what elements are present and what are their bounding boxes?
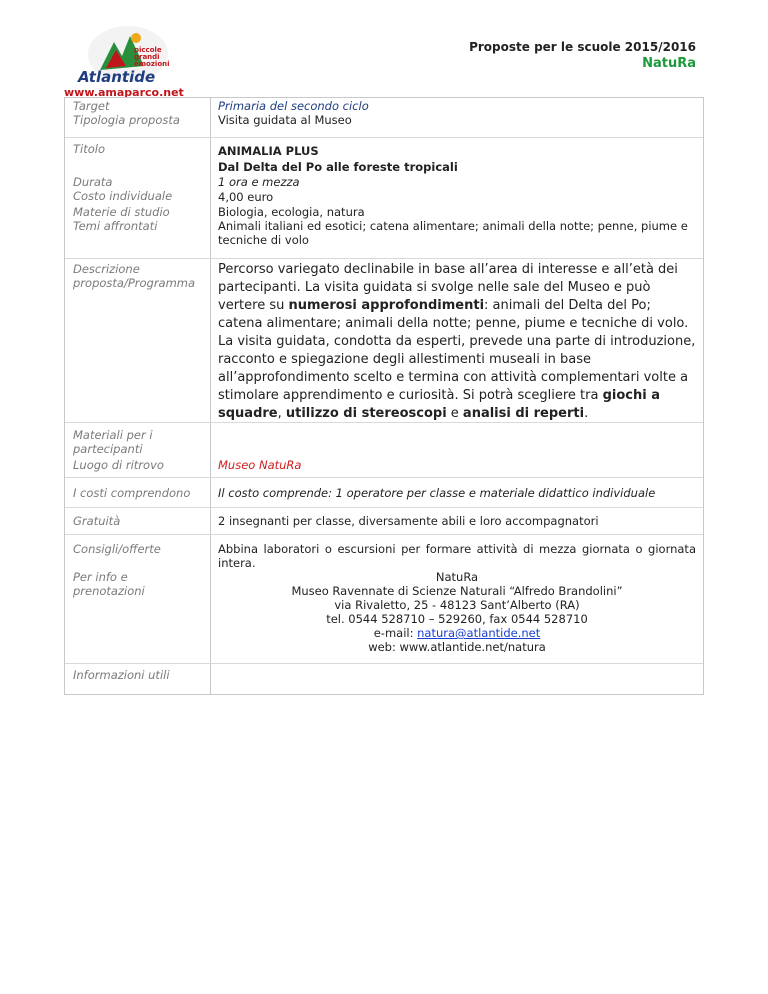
row-divider bbox=[65, 477, 703, 478]
value-info bbox=[218, 570, 696, 654]
value-luogo: Museo NatuRa bbox=[218, 458, 302, 472]
label-gratuita: Gratuità bbox=[73, 514, 121, 528]
column-divider bbox=[210, 98, 211, 694]
label-target: Target bbox=[73, 99, 110, 113]
value-materie: Biologia, ecologia, natura bbox=[218, 205, 365, 219]
value-descrizione bbox=[218, 261, 696, 423]
value-gratuita: 2 insegnanti per classe, diversamente abili e loro accompagnatori bbox=[218, 514, 599, 528]
descrizione-paragraph-1: Percorso variegato declinabile in base all’area di interesse e all’età dei partecipanti. La visita guidata si svolge nelle sale del Museo e può vertere su numerosi approfondimenti: animali del Delta del Po; catena alimentare; animali della notte; penne, piume e tecniche di volo. bbox=[218, 262, 689, 331]
value-costi-comprendono: Il costo comprende: 1 operatore per classe e materiale didattico individuale bbox=[218, 486, 656, 500]
value-temi: Animali italiani ed esotici; catena alimentare; animali della notte; penne, piume e tecniche di volo bbox=[218, 219, 688, 247]
row-divider bbox=[65, 663, 703, 664]
label-descrizione: Descrizione proposta/Programma bbox=[73, 262, 196, 290]
email-link[interactable]: natura@atlantide.net bbox=[417, 626, 541, 640]
info-line-1: NatuRa bbox=[435, 570, 479, 584]
header-title: Proposte per le scuole 2015/2016 bbox=[469, 40, 696, 54]
logo-url[interactable]: www.amaparco.net bbox=[64, 86, 184, 99]
value-titolo-line1: ANIMALIA PLUS bbox=[218, 144, 319, 158]
label-materie: Materie di studio bbox=[73, 205, 170, 219]
svg-text:grandi: grandi bbox=[134, 53, 160, 61]
row-divider bbox=[65, 534, 703, 535]
info-line-2: Museo Ravennate di Scienze Naturali “Alfredo Brandolini” bbox=[291, 584, 623, 598]
svg-text:Atlantide: Atlantide bbox=[78, 68, 156, 86]
header-right bbox=[469, 40, 696, 71]
label-durata: Durata bbox=[73, 175, 113, 189]
label-informazioni: Informazioni utili bbox=[73, 668, 170, 682]
svg-text:piccole: piccole bbox=[134, 46, 162, 54]
value-consigli: Abbina laboratori o escursioni per formare attività di mezza giornata o giornata intera. bbox=[218, 542, 696, 570]
label-titolo: Titolo bbox=[73, 142, 105, 156]
value-costo: 4,00 euro bbox=[218, 190, 274, 204]
label-costi-comprendono: I costi comprendono bbox=[73, 486, 191, 500]
label-consigli: Consigli/offerte bbox=[73, 542, 161, 556]
label-costo: Costo individuale bbox=[73, 189, 173, 203]
row-divider bbox=[65, 507, 703, 508]
label-info: Per info e prenotazioni bbox=[73, 570, 145, 598]
value-durata: 1 ora e mezza bbox=[218, 175, 300, 189]
label-temi: Temi affrontati bbox=[73, 219, 158, 233]
label-luogo: Luogo di ritrovo bbox=[73, 458, 164, 472]
label-tipologia: Tipologia proposta bbox=[73, 113, 180, 127]
value-target: Primaria del secondo ciclo bbox=[218, 99, 369, 113]
info-email-line: e-mail: natura@atlantide.net bbox=[373, 626, 541, 640]
value-tipologia: Visita guidata al Museo bbox=[218, 113, 352, 127]
info-table bbox=[64, 97, 704, 695]
row-divider bbox=[65, 258, 703, 259]
svg-text:emozioni: emozioni bbox=[134, 60, 170, 68]
header-subtitle: NatuRa bbox=[642, 56, 696, 71]
label-materiali: Materiali per i partecipanti bbox=[73, 428, 153, 456]
descrizione-paragraph-2: La visita guidata, condotta da esperti, prevede una parte di introduzione, racconto e spiegazione degli allestimenti museali in base all’approfondimento scelto e termina con attività complementari volte a stimolare apprendimento e curiosità. Si potrà scegliere tra giochi a squadre, utilizzo di stereoscopi e analisi di reperti. bbox=[218, 334, 696, 421]
value-titolo-line2: Dal Delta del Po alle foreste tropicali bbox=[218, 160, 458, 174]
info-line-4: tel. 0544 528710 – 529260, fax 0544 528710 bbox=[326, 612, 588, 626]
info-line-3: via Rivaletto, 25 - 48123 Sant’Alberto (RA) bbox=[334, 598, 580, 612]
info-web: web: www.atlantide.net/natura bbox=[368, 640, 546, 654]
atlantide-logo bbox=[70, 22, 190, 94]
row-divider bbox=[65, 137, 703, 138]
